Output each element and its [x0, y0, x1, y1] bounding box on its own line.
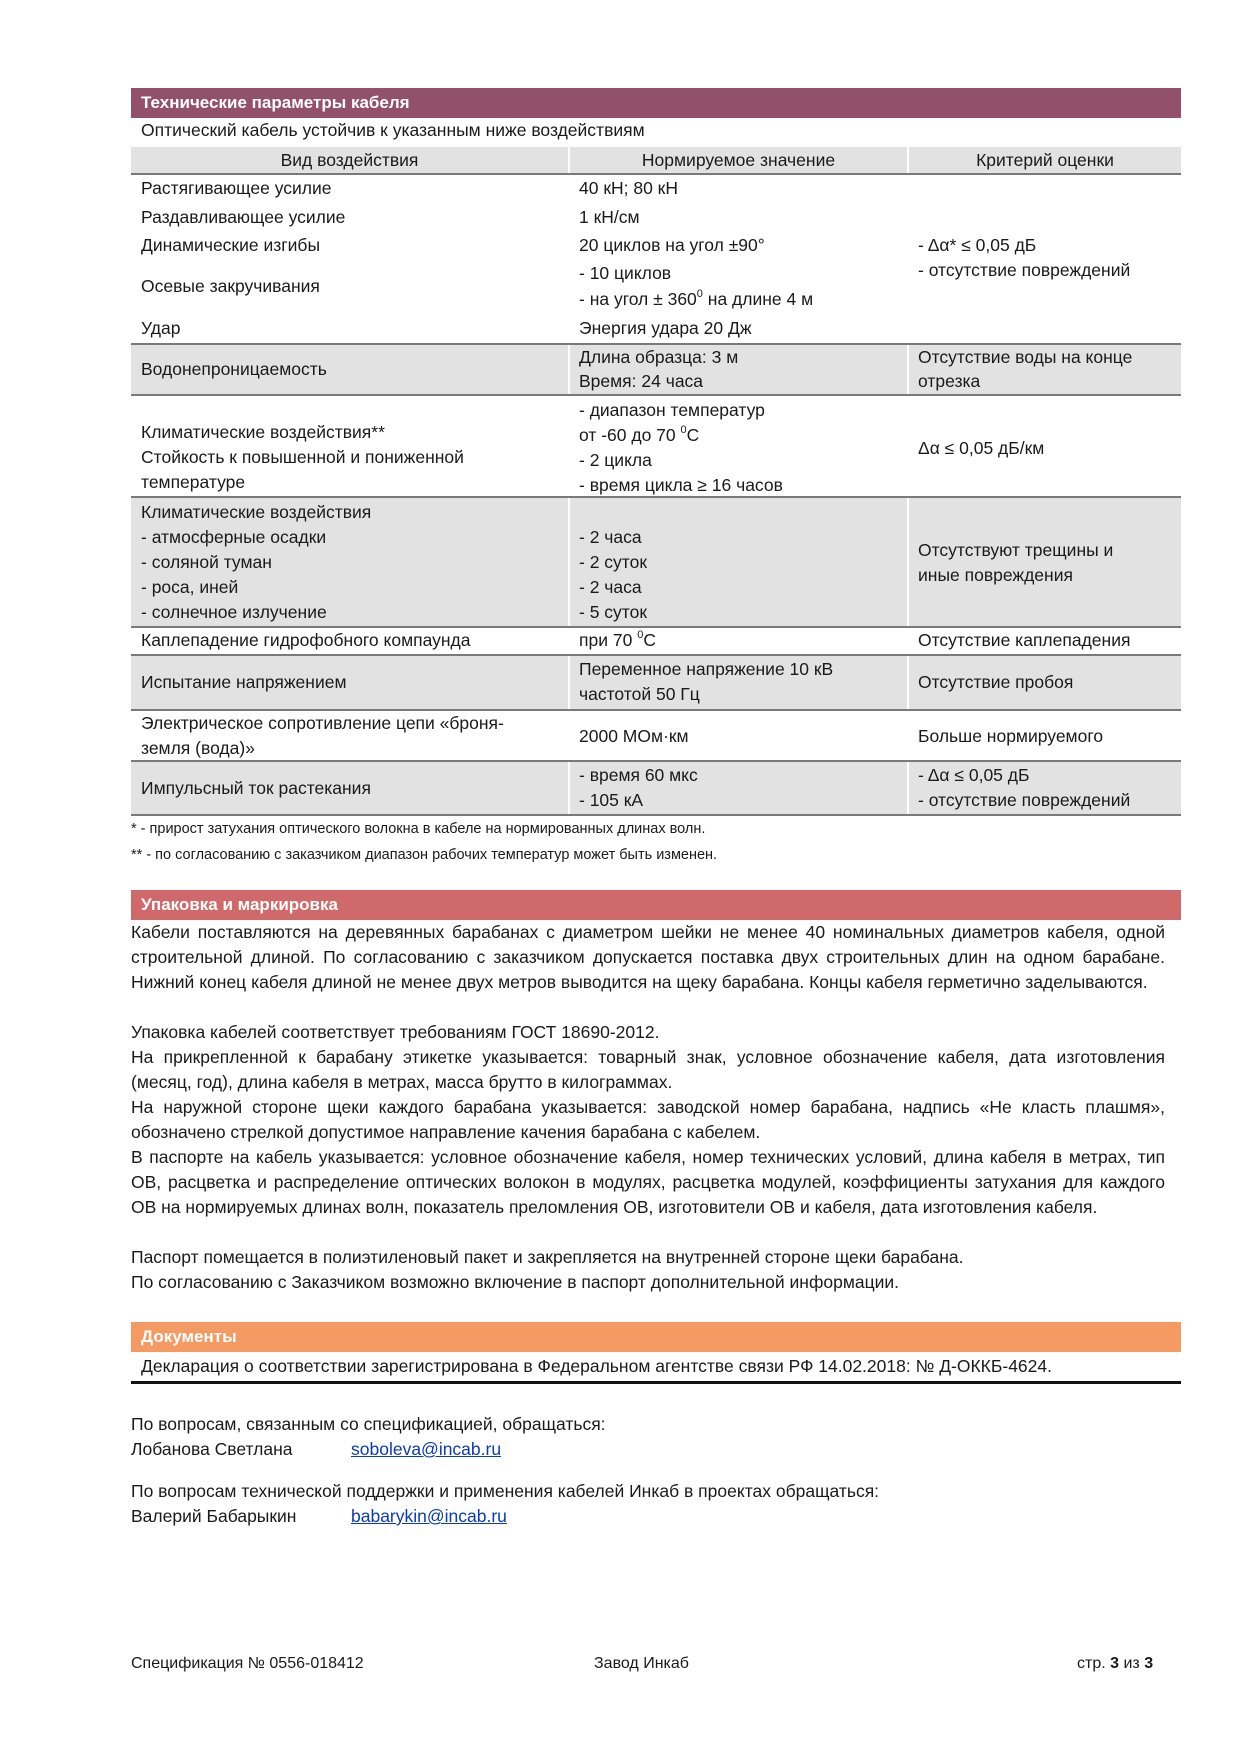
row-climate2-name5: - солнечное излучение: [141, 602, 327, 622]
row-crush-value: 1 кН/см: [579, 207, 640, 227]
documents-bottom-rule: [131, 1381, 1181, 1384]
tech-contact-intro: По вопросам технической поддержки и применения кабелей Инкаб в проектах обращаться:: [131, 1481, 880, 1501]
packaging-paragraph-6: Паспорт помещается в полиэтиленовый пакет и закрепляется на внутренней стороне щеки барабана.: [131, 1247, 964, 1267]
row-crush-name: Раздавливающее усилие: [141, 207, 346, 227]
row-impact-name: Удар: [141, 318, 181, 338]
spec-contact-intro: По вопросам, связанным со спецификацией, обращаться:: [131, 1414, 606, 1434]
row-climate1-value4: - время цикла ≥ 16 часов: [579, 475, 783, 495]
spec-contact-name: Лобанова Светлана: [131, 1439, 293, 1459]
row-climate1-name1: Климатические воздействия**: [141, 422, 385, 442]
row-tensile-name: Растягивающее усилие: [141, 178, 332, 198]
row-voltage-name: Испытание напряжением: [141, 672, 347, 692]
row-climate1-criterion: Δα ≤ 0,05 дБ/км: [918, 438, 1045, 458]
row-drip-value: при 70 $^0$С: [579, 629, 656, 650]
footer-spec-number: Спецификация № 0556-018412: [131, 1655, 364, 1672]
row-bend-name: Динамические изгибы: [141, 235, 321, 255]
row-tensile-value: 40 кН; 80 кН: [579, 178, 678, 198]
footnote-1: * - прирост затухания оптического волокна в кабеле на нормированных длинах волн.: [131, 821, 706, 837]
row-impulse-criterion1: - Δα ≤ 0,05 дБ: [918, 765, 1030, 785]
row-water-name: Водонепроницаемость: [141, 359, 327, 379]
column-header-norm: Нормируемое значение: [641, 150, 836, 170]
packaging-paragraph-4: На наружной стороне щеки каждого барабана указывается: заводской номер барабана, надпись «Не класть плашмя», обозначено стрелкой допустимое направление качения барабана с кабелем.: [131, 1097, 1165, 1142]
packaging-paragraph-1: Кабели поставляются на деревянных барабанах с диаметром шейки не менее 40 номинальных диаметров кабеля, одной строительной длиной. По согласованию с заказчиком допускается поставка двух строительных длин на одном барабане. Нижний конец кабеля длиной не менее двух метров выводится на щеку барабана. Концы кабеля герметично заделываются.: [131, 922, 1165, 992]
declaration-text: Декларация о соответствии зарегистрирована в Федеральном агентстве связи РФ 14.02.2018: № Д-ОККБ-4624.: [141, 1356, 1052, 1376]
row-impulse-value2: - 105 кА: [579, 790, 644, 810]
row-climate1-value2: от -60 до 70 $^0$С: [579, 424, 700, 445]
spec-contact-email-link[interactable]: soboleva@incab.ru: [351, 1439, 502, 1459]
tech-contact-email-link[interactable]: babarykin@incab.ru: [351, 1506, 507, 1526]
row-climate2-value3: - 2 часа: [579, 577, 642, 597]
row-twist-value1: - 10 циклов: [579, 263, 672, 283]
packaging-paragraph-7: По согласованию с Заказчиком возможно включение в паспорт дополнительной информации.: [131, 1272, 900, 1292]
footnote-2: ** - по согласованию с заказчиком диапазон рабочих температур может быть изменен.: [131, 847, 718, 863]
column-header-impact: Вид воздействия: [280, 150, 419, 170]
row-resistance-name2: земля (вода)»: [141, 738, 255, 758]
row-climate2-value1: - 2 часа: [579, 527, 642, 547]
row-water-value2: Время: 24 часа: [579, 371, 704, 391]
footer-company: Завод Инкаб: [594, 1655, 689, 1672]
row-climate1-name2: Стойкость к повышенной и пониженной: [141, 447, 464, 467]
row-impact-value: Энергия удара 20 Дж: [579, 318, 752, 338]
row-impulse-value1: - время 60 мкс: [579, 765, 698, 785]
row-climate1-value3: - 2 цикла: [579, 450, 652, 470]
row-climate2-criterion1: Отсутствуют трещины и: [918, 540, 1114, 560]
row-twist-name: Осевые закручивания: [141, 276, 320, 296]
row-climate2-name1: Климатические воздействия: [141, 502, 372, 522]
row-voltage-value1: Переменное напряжение 10 кВ: [579, 659, 834, 679]
row-climate2-value4: - 5 суток: [579, 602, 647, 622]
mechanical-criterion-2: - отсутствие повреждений: [918, 260, 1131, 280]
section-header-documents: Документы: [131, 1322, 1181, 1352]
row-resistance-criterion: Больше нормируемого: [918, 726, 1104, 746]
table-subtitle: Оптический кабель устойчив к указанным ниже воздействиям: [141, 120, 645, 140]
row-voltage-value2: частотой 50 Гц: [579, 684, 700, 704]
row-impulse-name: Импульсный ток растекания: [141, 778, 371, 798]
row-water-criterion2: отрезка: [918, 371, 981, 391]
row-resistance-value: 2000 МОм·км: [579, 726, 689, 746]
packaging-paragraph-2: Упаковка кабелей соответствует требованиям ГОСТ 18690-2012.: [131, 1022, 660, 1042]
row-climate2-name2: - атмосферные осадки: [141, 527, 327, 547]
packaging-paragraph-3: На прикрепленной к барабану этикетке указывается: товарный знак, условное обозначение кабеля, дата изготовления (месяц, год), длина кабеля в метрах, масса брутто в килограммах.: [131, 1047, 1165, 1092]
tech-contact-name: Валерий Бабарыкин: [131, 1506, 297, 1526]
row-climate2-value2: - 2 суток: [579, 552, 647, 572]
row-climate2-name3: - соляной туман: [141, 552, 272, 572]
row-drip-name: Каплепадение гидрофобного компаунда: [141, 630, 471, 650]
row-resistance-name1: Электрическое сопротивление цепи «броня-: [141, 713, 504, 733]
section-header-packaging: Упаковка и маркировка: [131, 890, 1181, 920]
mechanical-criterion-1: - Δα* ≤ 0,05 дБ: [918, 235, 1037, 255]
row-bend-value: 20 циклов на угол ±90°: [579, 235, 765, 255]
row-climate1-value1: - диапазон температур: [579, 400, 765, 420]
row-climate1-name3: температуре: [141, 472, 246, 492]
row-water-criterion1: Отсутствие воды на конце: [918, 347, 1133, 367]
row-climate2-name4: - роса, иней: [141, 577, 239, 597]
row-climate2-criterion2: иные повреждения: [918, 565, 1073, 585]
column-header-criterion: Критерий оценки: [976, 150, 1114, 170]
row-impulse-criterion2: - отсутствие повреждений: [918, 790, 1131, 810]
section-header-tech-params: Технические параметры кабеля: [131, 88, 1181, 118]
row-voltage-criterion: Отсутствие пробоя: [918, 672, 1074, 692]
packaging-paragraph-5: В паспорте на кабель указывается: условное обозначение кабеля, номер технических условий, длина кабеля в метрах, тип ОВ, расцветка и распределение оптических волокон в модулях, расцветка модулей, коэффициенты затухания для каждого ОВ на нормируемых длинах волн, показатель преломления ОВ, изготовители ОВ и кабеля, дата изготовления кабеля.: [131, 1147, 1165, 1217]
row-drip-criterion: Отсутствие каплепадения: [918, 630, 1131, 650]
row-water-value1: Длина образца: 3 м: [579, 347, 739, 367]
footer-page-number: стр. 3 из 3: [1077, 1655, 1154, 1672]
row-twist-value2: - на угол ± $360^0$ на длине 4 м: [579, 288, 814, 309]
